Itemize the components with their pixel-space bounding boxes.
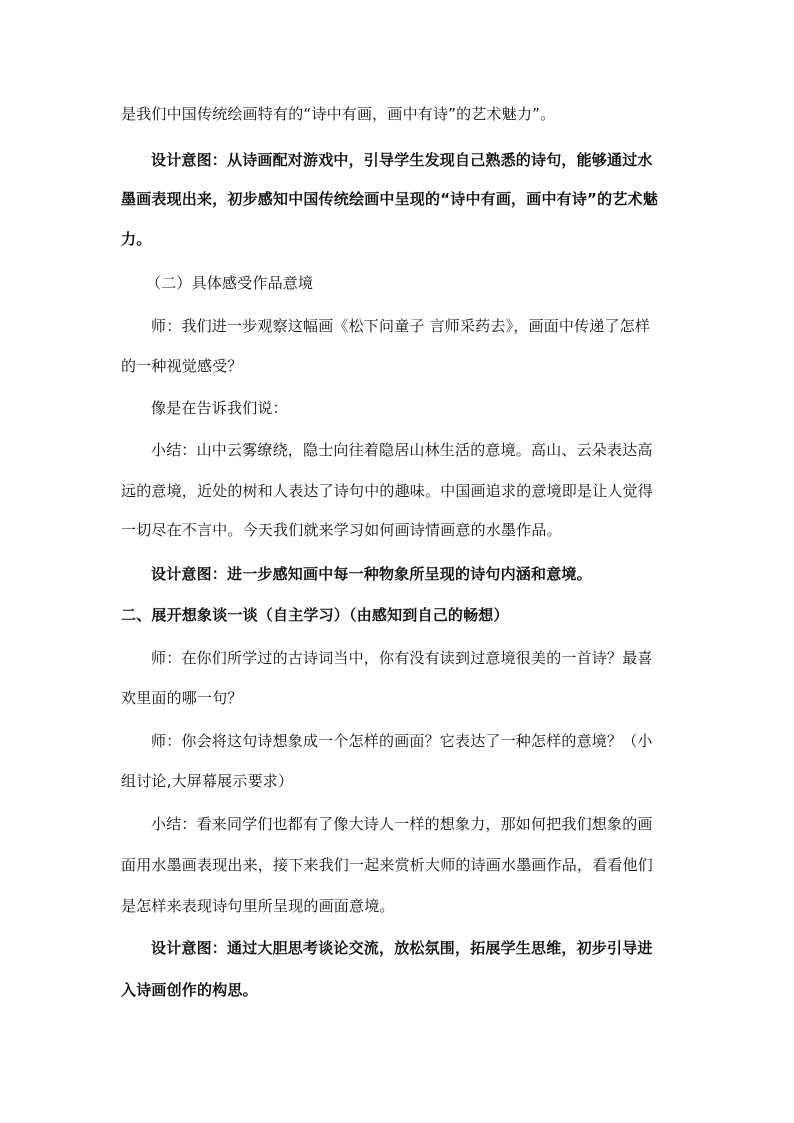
paragraph-line: 像是在告诉我们说：: [151, 399, 288, 417]
summary-line: 小结：山中云雾缭绕，隐士向往着隐居山林生活的意境。高山、云朵表达高: [151, 441, 653, 459]
summary-line: 面用水墨画表现出来，接下来我们一起来赏析大师的诗画水墨画作品，看看他们: [121, 856, 654, 874]
section-heading: 二、展开想象谈一谈（自主学习）（由感知到自己的畅想）: [121, 606, 509, 624]
design-intent-line: 设计意图：进一步感知画中每一种物象所呈现的诗句内涵和意境。: [151, 565, 592, 583]
paragraph-line: 师：在你们所学过的古诗词当中，你有没有读到过意境很美的一首诗？最喜: [151, 649, 653, 667]
summary-line: 一切尽在不言中。今天我们就来学习如何画诗情画意的水墨作品。: [121, 521, 562, 539]
design-intent-line: 墨画表现出来，初步感知中国传统绘画中呈现的“诗中有画，画中有诗”的艺术魅: [121, 190, 658, 208]
summary-line: 小结：看来同学们也都有了像大诗人一样的想象力，那如何把我们想象的画: [151, 815, 653, 833]
paragraph-line: 组讨论,大屏幕展示要求）: [121, 772, 294, 790]
design-intent-line: 入诗画创作的构思。: [121, 981, 258, 999]
paragraph-line: 是我们中国传统绘画特有的“诗中有画，画中有诗”的艺术魅力”。: [121, 105, 556, 123]
design-intent-line: 设计意图：从诗画配对游戏中，引导学生发现自己熟悉的诗句，能够通过水: [151, 151, 653, 169]
summary-line: 是怎样来表现诗句里所呈现的画面意境。: [121, 897, 395, 915]
paragraph-line: 师：你会将这句诗想象成一个怎样的画面？它表达了一种怎样的意境？（小: [151, 732, 653, 750]
section-heading: （二）具体感受作品意境: [146, 274, 314, 292]
design-intent-line: 力。: [121, 230, 152, 248]
paragraph-line: 师：我们进一步观察这幅画《松下问童子 言师采药去》，画面中传递了怎样: [151, 317, 651, 335]
design-intent-line: 设计意图：通过大胆思考谈论交流，放松氛围，拓展学生思维，初步引导进: [151, 939, 653, 957]
paragraph-line: 欢里面的哪一句？: [121, 689, 243, 707]
summary-line: 远的意境，近处的树和人表达了诗句中的趣味。中国画追求的意境即是让人觉得: [121, 482, 654, 500]
paragraph-line: 的一种视觉感受？: [121, 357, 243, 375]
